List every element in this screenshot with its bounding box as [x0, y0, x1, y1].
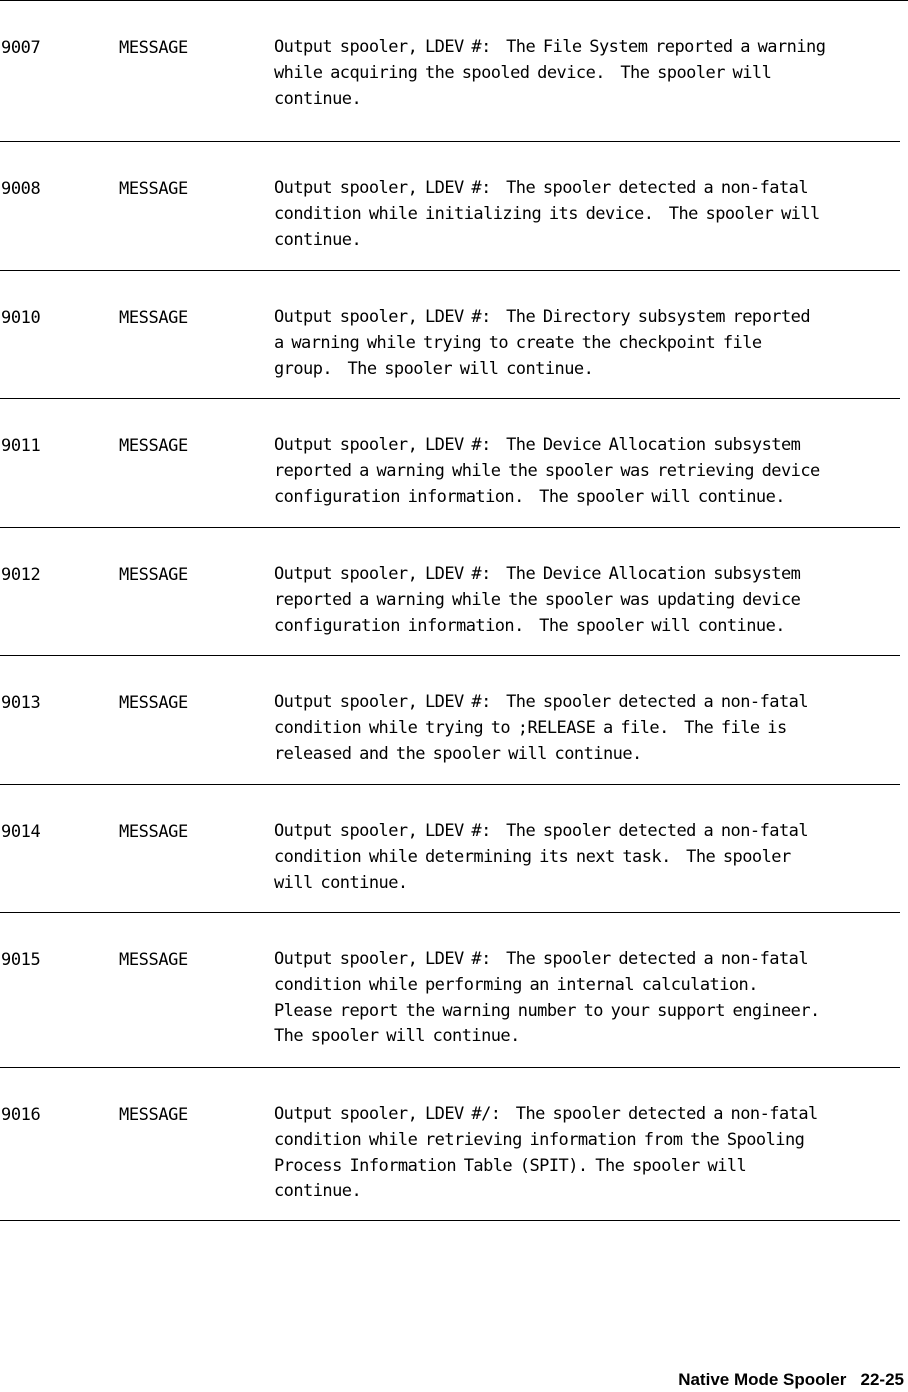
message-type: MESSAGE — [119, 308, 188, 328]
table-row — [0, 398, 900, 527]
message-type: MESSAGE — [119, 38, 188, 58]
message-line: condition while trying to ;RELEASE a file. The file is — [274, 717, 787, 738]
message-text — [274, 690, 908, 767]
message-text — [274, 1102, 908, 1205]
message-line: Output spooler, LDEV #: The File System reported a warning — [274, 37, 826, 57]
message-line: reported a warning while the spooler was updating device — [274, 589, 801, 610]
message-line: Please report the warning number to your support engineer. — [274, 1000, 820, 1021]
message-line: Output spooler, LDEV #: The Directory subsystem reported — [274, 307, 811, 327]
message-text — [274, 433, 908, 510]
message-line: Output spooler, LDEV #: The spooler detected a non-fatal — [274, 692, 809, 712]
message-line: The spooler will continue. — [274, 1026, 520, 1047]
message-line: condition while determining its next task. The spooler — [274, 846, 791, 867]
table-row — [0, 1067, 900, 1221]
message-line: Output spooler, LDEV #/: The spooler detected a non-fatal — [274, 1104, 818, 1124]
message-text — [274, 305, 908, 382]
message-type: MESSAGE — [119, 950, 188, 970]
message-line: configuration information. The spooler will continue. — [274, 486, 785, 507]
message-text — [274, 947, 908, 1050]
table-row — [0, 527, 900, 655]
message-line: Output spooler, LDEV #: The Device Allocation subsystem — [274, 435, 801, 455]
table-row — [0, 912, 900, 1067]
message-line: continue. — [274, 1181, 362, 1202]
message-line: Output spooler, LDEV #: The Device Allocation subsystem — [274, 564, 801, 584]
message-line: released and the spooler will continue. — [274, 743, 642, 764]
message-line: will continue. — [274, 872, 408, 893]
message-text — [274, 562, 908, 639]
message-line: Output spooler, LDEV #: The spooler detected a non-fatal — [274, 821, 809, 841]
message-type: MESSAGE — [119, 179, 188, 199]
message-number: 9008 — [1, 179, 41, 199]
message-line: continue. — [274, 229, 362, 250]
message-number: 9010 — [1, 308, 41, 328]
message-type: MESSAGE — [119, 693, 188, 713]
message-line: a warning while trying to create the checkpoint file — [274, 332, 762, 353]
message-line: continue. — [274, 88, 362, 109]
message-text — [274, 176, 908, 253]
message-line: reported a warning while the spooler was retrieving device — [274, 460, 820, 481]
message-text — [274, 819, 908, 896]
message-type: MESSAGE — [119, 436, 188, 456]
table-row — [0, 655, 900, 784]
message-type: MESSAGE — [119, 1105, 188, 1125]
table-row — [0, 0, 908, 141]
message-line: Process Information Table (SPIT). The spooler will — [274, 1155, 747, 1176]
footer-section-title: Native Mode Spooler — [678, 1370, 847, 1389]
message-type: MESSAGE — [119, 565, 188, 585]
message-line: Output spooler, LDEV #: The spooler detected a non-fatal — [274, 178, 809, 198]
table-row — [0, 270, 900, 398]
table-row — [0, 141, 900, 270]
message-line: Output spooler, LDEV #: The spooler detected a non-fatal — [274, 949, 809, 969]
message-number: 9007 — [1, 38, 41, 58]
message-number: 9016 — [1, 1105, 41, 1125]
table-bottom-rule — [0, 1220, 900, 1221]
footer-page-number: 22-25 — [860, 1370, 904, 1389]
message-number: 9015 — [1, 950, 41, 970]
message-number: 9011 — [1, 436, 41, 456]
message-number: 9013 — [1, 693, 41, 713]
message-line: condition while performing an internal calculation. — [274, 974, 758, 995]
message-type: MESSAGE — [119, 822, 188, 842]
page-footer — [678, 1370, 904, 1390]
message-line: condition while retrieving information from the Spooling — [274, 1129, 805, 1150]
message-number: 9014 — [1, 822, 41, 842]
message-text — [274, 35, 908, 112]
message-number: 9012 — [1, 565, 41, 585]
message-line: while acquiring the spooled device. The spooler will — [274, 62, 772, 83]
message-line: configuration information. The spooler will continue. — [274, 615, 785, 636]
message-line: group. The spooler will continue. — [274, 358, 594, 379]
message-line: condition while initializing its device. The spooler will — [274, 203, 820, 224]
table-row — [0, 784, 900, 912]
